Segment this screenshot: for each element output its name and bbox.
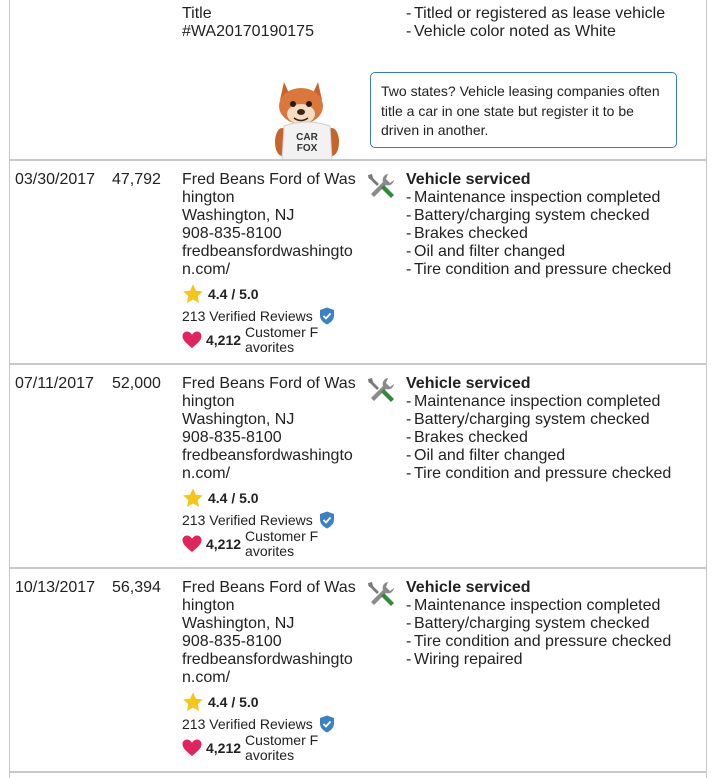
customer-favorites bbox=[182, 529, 357, 559]
source-name: Fred Beans Ford of Washington bbox=[182, 375, 356, 410]
source-name: Fred Beans Ford of Washington bbox=[182, 171, 356, 206]
row-divider bbox=[10, 567, 706, 569]
comment-item: - Wiring repaired bbox=[406, 651, 523, 668]
verified-reviews[interactable]: 213 Verified Reviews bbox=[182, 715, 357, 733]
comment-item: - Maintenance inspection completed bbox=[406, 393, 661, 410]
dealer-rating bbox=[182, 691, 357, 713]
service-wrench-icon bbox=[366, 172, 396, 202]
record-comments bbox=[406, 171, 706, 279]
verified-shield-icon bbox=[319, 307, 335, 325]
top-comments bbox=[406, 5, 706, 41]
star-icon bbox=[182, 487, 204, 509]
service-heading: Vehicle serviced bbox=[406, 375, 531, 392]
favorites-label: Customer Favorites bbox=[245, 324, 319, 355]
comment-item: - Battery/charging system checked bbox=[406, 207, 650, 224]
verified-shield-icon bbox=[319, 511, 335, 529]
leasing-note: Two states? Vehicle leasing companies often title a car in one state but register it to be driven in another. bbox=[370, 72, 677, 148]
verified-reviews[interactable]: 213 Verified Reviews bbox=[182, 511, 357, 529]
verified-reviews[interactable]: 213 Verified Reviews bbox=[182, 307, 357, 325]
record-source bbox=[182, 579, 357, 763]
comment-item: - Vehicle color noted as White bbox=[406, 23, 616, 40]
comment-item: - Maintenance inspection completed bbox=[406, 597, 661, 614]
rating-value: 4.4 / 5.0 bbox=[208, 694, 259, 710]
customer-favorites bbox=[182, 325, 357, 355]
comment-item: - Battery/charging system checked bbox=[406, 411, 650, 428]
comment-item: - Titled or registered as lease vehicle bbox=[406, 5, 666, 22]
heart-icon bbox=[182, 331, 202, 349]
record-mileage: 52,000 bbox=[112, 375, 161, 392]
record-comments bbox=[406, 375, 706, 483]
row-divider bbox=[10, 363, 706, 365]
customer-favorites bbox=[182, 733, 357, 763]
service-wrench-icon bbox=[366, 376, 396, 406]
favorites-label: Customer Favorites bbox=[245, 528, 319, 559]
record-source bbox=[182, 375, 357, 559]
record-date: 10/13/2017 bbox=[15, 579, 96, 596]
record-date: 07/11/2017 bbox=[15, 375, 94, 392]
comment-item: - Oil and filter changed bbox=[406, 447, 566, 464]
rating-value: 4.4 / 5.0 bbox=[208, 490, 259, 506]
comment-item: - Oil and filter changed bbox=[406, 243, 566, 260]
top-source bbox=[182, 5, 357, 41]
source-location: Washington, NJ bbox=[182, 207, 295, 224]
comment-item: - Maintenance inspection completed bbox=[406, 189, 661, 206]
source-location: Washington, NJ bbox=[182, 411, 295, 428]
row-divider bbox=[10, 771, 706, 773]
source-website-link[interactable]: fredbeansfordwashington.com/ bbox=[182, 651, 353, 686]
record-mileage: 56,394 bbox=[112, 579, 161, 596]
source-website-link[interactable]: fredbeansfordwashington.com/ bbox=[182, 447, 353, 482]
source-line: #WA20170190175 bbox=[182, 23, 314, 40]
verified-shield-icon bbox=[319, 715, 335, 733]
service-heading: Vehicle serviced bbox=[406, 171, 531, 188]
fox-shirt-text: CAR bbox=[296, 132, 318, 143]
comment-item: - Brakes checked bbox=[406, 429, 528, 446]
record-comments bbox=[406, 579, 706, 669]
record-mileage: 47,792 bbox=[112, 171, 161, 188]
star-icon bbox=[182, 691, 204, 713]
favorites-label: Customer Favorites bbox=[245, 732, 319, 763]
favorites-count: 4,212 bbox=[206, 740, 242, 756]
fox-shirt-text: FOX bbox=[296, 143, 318, 154]
favorites-count: 4,212 bbox=[206, 536, 242, 552]
record-date: 03/30/2017 bbox=[15, 171, 96, 188]
dealer-rating bbox=[182, 487, 357, 509]
comment-item: - Brakes checked bbox=[406, 225, 528, 242]
source-name: Fred Beans Ford of Washington bbox=[182, 579, 356, 614]
source-phone[interactable]: 908-835-8100 bbox=[182, 633, 282, 650]
heart-icon bbox=[182, 739, 202, 757]
comment-item: - Tire condition and pressure checked bbox=[406, 261, 672, 278]
source-website-link[interactable]: fredbeansfordwashington.com/ bbox=[182, 243, 353, 278]
source-phone[interactable]: 908-835-8100 bbox=[182, 429, 282, 446]
comment-item: - Battery/charging system checked bbox=[406, 615, 650, 632]
source-line: Title bbox=[182, 5, 212, 22]
star-icon bbox=[182, 283, 204, 305]
comment-item: - Tire condition and pressure checked bbox=[406, 633, 672, 650]
row-divider bbox=[10, 159, 706, 161]
service-heading: Vehicle serviced bbox=[406, 579, 531, 596]
favorites-count: 4,212 bbox=[206, 332, 242, 348]
service-wrench-icon bbox=[366, 580, 396, 610]
rating-value: 4.4 / 5.0 bbox=[208, 286, 259, 302]
comment-item: - Tire condition and pressure checked bbox=[406, 465, 672, 482]
heart-icon bbox=[182, 535, 202, 553]
carfox-mascot-icon bbox=[270, 74, 344, 160]
source-phone[interactable]: 908-835-8100 bbox=[182, 225, 282, 242]
record-source bbox=[182, 171, 357, 355]
dealer-rating bbox=[182, 283, 357, 305]
source-location: Washington, NJ bbox=[182, 615, 295, 632]
